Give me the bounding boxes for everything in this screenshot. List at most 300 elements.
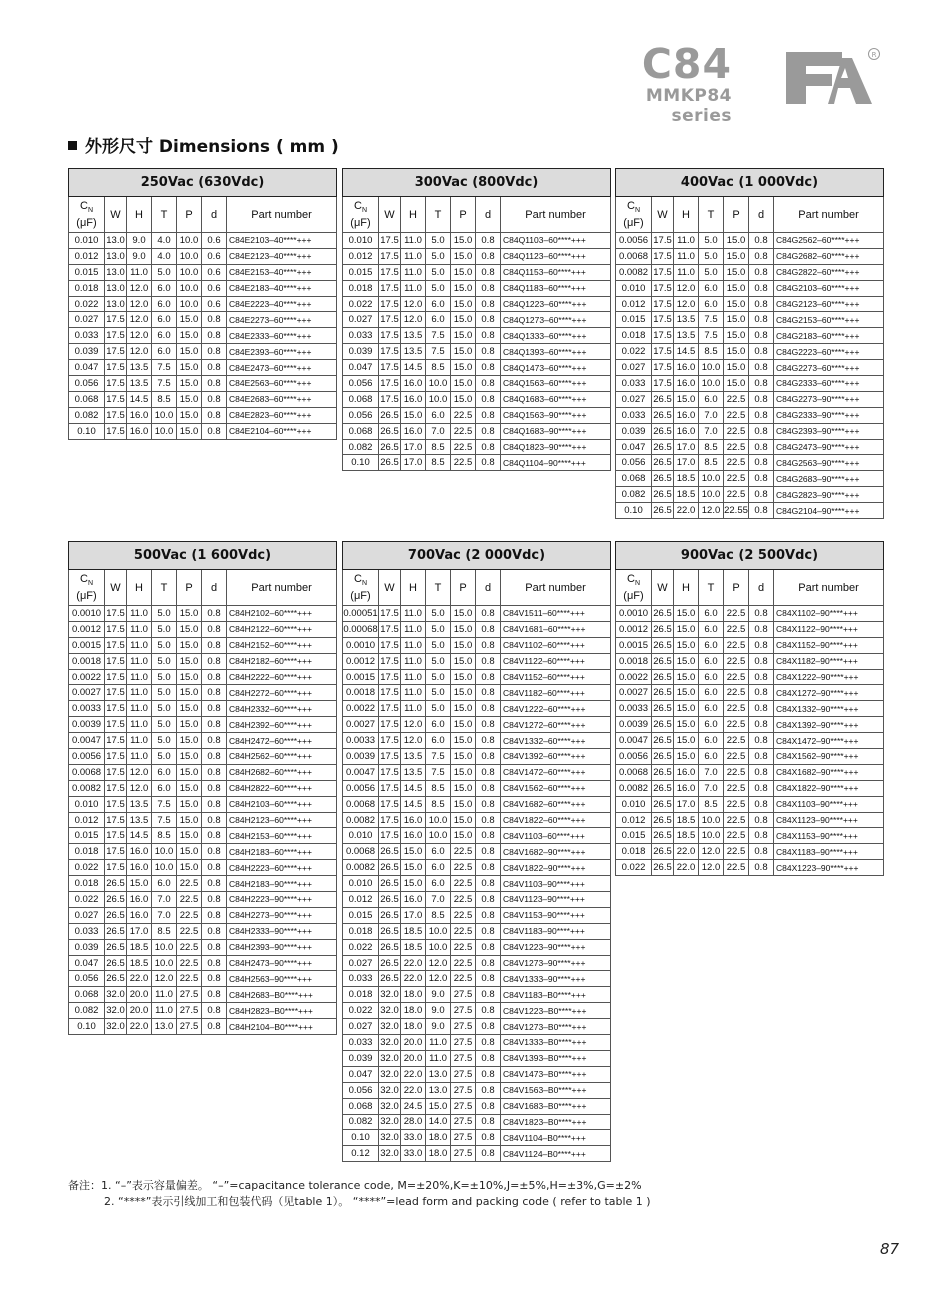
cell-pitch: 22.5 — [177, 892, 202, 908]
cell-height: 24.5 — [401, 1098, 426, 1114]
cell-height: 15.0 — [401, 860, 426, 876]
cell-lead-diameter: 0.8 — [202, 637, 227, 653]
cell-lead-diameter: 0.8 — [476, 1066, 501, 1082]
cell-pitch: 27.5 — [451, 1082, 476, 1098]
table-row — [343, 987, 611, 1003]
cell-height: 14.5 — [401, 780, 426, 796]
cell-lead-diameter: 0.8 — [202, 780, 227, 796]
table-row — [343, 1098, 611, 1114]
cell-part-number: C84Q1183–60****+++ — [501, 280, 611, 296]
cell-width: 17.5 — [652, 376, 674, 392]
cell-part-number: C84Q1683–90****+++ — [501, 423, 611, 439]
cell-lead-diameter: 0.8 — [202, 749, 227, 765]
cell-thickness: 5.0 — [426, 669, 451, 685]
cell-pitch: 22.5 — [177, 939, 202, 955]
cell-thickness: 13.0 — [426, 1082, 451, 1098]
cell-thickness: 9.0 — [426, 1019, 451, 1035]
table-row — [343, 876, 611, 892]
table-row — [616, 376, 884, 392]
cell-height: 18.0 — [401, 1019, 426, 1035]
cell-pitch: 15.0 — [177, 344, 202, 360]
cell-capacitance: 0.022 — [343, 939, 379, 955]
cell-lead-diameter: 0.8 — [202, 391, 227, 407]
table-row — [69, 376, 337, 392]
cell-width: 32.0 — [379, 1082, 401, 1098]
cell-width: 17.5 — [105, 685, 127, 701]
cell-height: 12.0 — [401, 717, 426, 733]
cell-height: 18.5 — [674, 812, 699, 828]
cell-lead-diameter: 0.8 — [749, 376, 774, 392]
cell-pitch: 15.0 — [177, 796, 202, 812]
table-row — [616, 796, 884, 812]
cell-width: 17.5 — [652, 328, 674, 344]
column-header-cn — [616, 197, 652, 233]
table-title: 500Vac (1 600Vdc) — [69, 542, 337, 570]
cell-part-number: C84H2473–90****+++ — [227, 955, 337, 971]
cell-height: 17.0 — [127, 923, 152, 939]
cell-width: 17.5 — [105, 391, 127, 407]
cell-height: 12.0 — [127, 280, 152, 296]
cell-height: 11.0 — [401, 248, 426, 264]
cell-height: 14.5 — [401, 796, 426, 812]
cell-lead-diameter: 0.8 — [476, 1082, 501, 1098]
cell-thickness: 11.0 — [152, 987, 177, 1003]
bullet-square-icon — [68, 141, 77, 150]
cell-thickness: 8.5 — [426, 455, 451, 471]
cell-part-number: C84V1682–60****+++ — [501, 796, 611, 812]
cn-symbol: C — [626, 199, 635, 212]
table-row — [69, 344, 337, 360]
table-row — [616, 653, 884, 669]
cell-capacitance: 0.068 — [343, 391, 379, 407]
cell-part-number: C84E2183–40****+++ — [227, 280, 337, 296]
cell-part-number: C84X1272–90****+++ — [774, 685, 884, 701]
cell-width: 26.5 — [652, 733, 674, 749]
cell-width: 26.5 — [652, 487, 674, 503]
cell-pitch: 22.5 — [724, 471, 749, 487]
cell-pitch: 15.0 — [451, 360, 476, 376]
cell-width: 17.5 — [379, 637, 401, 653]
cell-width: 17.5 — [379, 233, 401, 249]
cell-capacitance: 0.039 — [69, 344, 105, 360]
cell-width: 26.5 — [379, 955, 401, 971]
table-row — [343, 391, 611, 407]
cell-height: 16.0 — [674, 764, 699, 780]
cell-lead-diameter: 0.8 — [476, 376, 501, 392]
cell-width: 32.0 — [379, 1114, 401, 1130]
cell-thickness: 6.0 — [152, 312, 177, 328]
table-row — [69, 939, 337, 955]
cell-thickness: 6.0 — [426, 876, 451, 892]
table-row — [69, 860, 337, 876]
cell-lead-diameter: 0.8 — [202, 987, 227, 1003]
cell-pitch: 22.5 — [177, 971, 202, 987]
cell-part-number: C84Q1333–60****+++ — [501, 328, 611, 344]
cn-subscript: N — [634, 207, 640, 215]
cell-height: 11.0 — [401, 637, 426, 653]
table-row — [343, 780, 611, 796]
cell-capacitance: 0.0022 — [69, 669, 105, 685]
cell-width: 26.5 — [652, 407, 674, 423]
cell-pitch: 15.0 — [724, 344, 749, 360]
cell-pitch: 22.5 — [451, 923, 476, 939]
cell-capacitance: 0.056 — [69, 376, 105, 392]
cell-pitch: 22.5 — [724, 844, 749, 860]
cell-thickness: 5.0 — [699, 248, 724, 264]
cell-height: 11.0 — [674, 248, 699, 264]
cell-capacitance: 0.082 — [616, 487, 652, 503]
cell-width: 26.5 — [379, 455, 401, 471]
cell-part-number: C84X1332–90****+++ — [774, 701, 884, 717]
cell-part-number: C84H2472–60****+++ — [227, 733, 337, 749]
column-header-h: H — [127, 197, 152, 233]
cell-capacitance: 0.018 — [343, 923, 379, 939]
cell-width: 26.5 — [379, 844, 401, 860]
cell-pitch: 27.5 — [451, 1019, 476, 1035]
section-title-text: 外形尺寸 Dimensions ( mm ) — [85, 137, 339, 157]
cell-pitch: 15.0 — [451, 328, 476, 344]
cell-capacitance: 0.056 — [69, 971, 105, 987]
cell-lead-diameter: 0.8 — [202, 701, 227, 717]
cell-thickness: 12.0 — [426, 971, 451, 987]
cell-thickness: 15.0 — [426, 1098, 451, 1114]
cell-height: 9.0 — [127, 248, 152, 264]
cell-width: 17.5 — [105, 606, 127, 622]
cell-lead-diameter: 0.8 — [202, 923, 227, 939]
cell-lead-diameter: 0.8 — [749, 685, 774, 701]
cell-lead-diameter: 0.8 — [476, 264, 501, 280]
cell-part-number: C84X1682–90****+++ — [774, 764, 884, 780]
table-row — [69, 987, 337, 1003]
table-300vac — [342, 168, 610, 471]
cell-width: 26.5 — [652, 685, 674, 701]
cell-height: 12.0 — [674, 280, 699, 296]
table-row — [69, 296, 337, 312]
cell-width: 26.5 — [652, 653, 674, 669]
cell-height: 11.0 — [401, 653, 426, 669]
cell-capacitance: 0.022 — [69, 892, 105, 908]
table-row — [616, 328, 884, 344]
table-row — [343, 360, 611, 376]
cell-pitch: 15.0 — [451, 606, 476, 622]
cell-thickness: 6.0 — [152, 344, 177, 360]
cell-width: 17.5 — [379, 669, 401, 685]
brand-block — [600, 42, 732, 126]
cell-width: 17.5 — [105, 407, 127, 423]
cell-capacitance: 0.047 — [343, 360, 379, 376]
cell-pitch: 15.0 — [451, 796, 476, 812]
cell-thickness: 6.0 — [152, 764, 177, 780]
cn-unit: (μF) — [76, 590, 97, 603]
cn-subscript: N — [87, 580, 93, 588]
cell-part-number: C84H2683–B0****+++ — [227, 987, 337, 1003]
table-row — [343, 1019, 611, 1035]
cell-pitch: 15.0 — [724, 312, 749, 328]
cell-pitch: 15.0 — [177, 717, 202, 733]
cell-lead-diameter: 0.8 — [749, 606, 774, 622]
cell-height: 13.5 — [127, 360, 152, 376]
cell-pitch: 22.5 — [724, 606, 749, 622]
cell-part-number: C84H2122–60****+++ — [227, 621, 337, 637]
table-row — [69, 360, 337, 376]
cn-symbol: C — [353, 199, 362, 212]
cell-capacitance: 0.039 — [69, 939, 105, 955]
cell-lead-diameter: 0.6 — [202, 280, 227, 296]
cell-height: 13.5 — [127, 812, 152, 828]
cell-height: 13.5 — [674, 312, 699, 328]
cell-pitch: 15.0 — [177, 328, 202, 344]
cell-thickness: 7.5 — [426, 764, 451, 780]
cell-capacitance: 0.0082 — [616, 264, 652, 280]
cell-part-number: C84V1152–60****+++ — [501, 669, 611, 685]
cell-part-number: C84H2103–60****+++ — [227, 796, 337, 812]
cell-part-number: C84G2104–90****+++ — [774, 503, 884, 519]
cell-pitch: 22.5 — [451, 892, 476, 908]
cell-pitch: 22.5 — [724, 701, 749, 717]
cell-lead-diameter: 0.8 — [202, 971, 227, 987]
cell-lead-diameter: 0.8 — [202, 907, 227, 923]
cell-part-number: C84V1223–B0****+++ — [501, 1003, 611, 1019]
cell-width: 13.0 — [105, 248, 127, 264]
cell-pitch: 22.5 — [724, 637, 749, 653]
column-header-part-number: Part number — [227, 570, 337, 606]
table-title: 400Vac (1 000Vdc) — [616, 169, 884, 197]
cell-part-number: C84H2104–B0****+++ — [227, 1019, 337, 1035]
table-row — [343, 892, 611, 908]
cell-lead-diameter: 0.8 — [749, 264, 774, 280]
cell-width: 17.5 — [379, 606, 401, 622]
cell-lead-diameter: 0.8 — [476, 1050, 501, 1066]
cell-height: 22.0 — [674, 503, 699, 519]
notes-label: 备注： — [68, 1179, 101, 1192]
cell-lead-diameter: 0.8 — [202, 812, 227, 828]
cell-thickness: 6.0 — [699, 733, 724, 749]
cell-capacitance: 0.047 — [343, 1066, 379, 1082]
cell-capacitance: 0.056 — [343, 1082, 379, 1098]
cell-lead-diameter: 0.8 — [749, 637, 774, 653]
cell-width: 26.5 — [652, 503, 674, 519]
cell-part-number: C84Q1683–60****+++ — [501, 391, 611, 407]
cell-pitch: 15.0 — [451, 733, 476, 749]
note-line-1 — [68, 1178, 651, 1194]
table-row — [69, 233, 337, 249]
cell-capacitance: 0.0015 — [69, 637, 105, 653]
cell-thickness: 6.0 — [699, 391, 724, 407]
cell-part-number: C84V1183–90****+++ — [501, 923, 611, 939]
table-row — [343, 749, 611, 765]
cell-height: 16.0 — [674, 376, 699, 392]
cell-width: 26.5 — [652, 455, 674, 471]
cell-width: 26.5 — [652, 471, 674, 487]
cell-lead-diameter: 0.8 — [749, 296, 774, 312]
cell-thickness: 10.0 — [699, 376, 724, 392]
cell-pitch: 10.0 — [177, 264, 202, 280]
cell-height: 16.0 — [127, 423, 152, 439]
table-row — [343, 796, 611, 812]
cell-capacitance: 0.0033 — [616, 701, 652, 717]
cell-thickness: 10.0 — [152, 423, 177, 439]
table-row — [69, 621, 337, 637]
table-row — [69, 637, 337, 653]
cell-part-number: C84X1182–90****+++ — [774, 653, 884, 669]
cell-width: 17.5 — [105, 312, 127, 328]
cell-capacitance: 0.068 — [69, 987, 105, 1003]
cell-lead-diameter: 0.8 — [476, 892, 501, 908]
cell-capacitance: 0.12 — [343, 1146, 379, 1162]
cell-width: 17.5 — [379, 312, 401, 328]
table-title: 300Vac (800Vdc) — [343, 169, 611, 197]
cell-width: 17.5 — [379, 621, 401, 637]
cell-pitch: 27.5 — [177, 1019, 202, 1035]
cell-pitch: 10.0 — [177, 233, 202, 249]
cell-width: 17.5 — [379, 812, 401, 828]
cell-height: 11.0 — [127, 685, 152, 701]
table-row — [343, 423, 611, 439]
cell-pitch: 15.0 — [451, 701, 476, 717]
cell-lead-diameter: 0.8 — [749, 780, 774, 796]
cell-capacitance: 0.068 — [343, 423, 379, 439]
cell-pitch: 15.0 — [177, 749, 202, 765]
cell-lead-diameter: 0.8 — [476, 621, 501, 637]
cell-part-number: C84E2333–60****+++ — [227, 328, 337, 344]
cell-part-number: C84X1822–90****+++ — [774, 780, 884, 796]
cell-capacitance: 0.10 — [616, 503, 652, 519]
cell-part-number: C84Q1153–60****+++ — [501, 264, 611, 280]
cell-part-number: C84V1223–90****+++ — [501, 939, 611, 955]
cell-lead-diameter: 0.8 — [202, 606, 227, 622]
cn-unit: (μF) — [350, 217, 371, 230]
cell-height: 15.0 — [674, 669, 699, 685]
cell-lead-diameter: 0.8 — [202, 717, 227, 733]
cell-part-number: C84V1273–B0****+++ — [501, 1019, 611, 1035]
cell-lead-diameter: 0.8 — [476, 1130, 501, 1146]
cell-width: 17.5 — [105, 360, 127, 376]
cell-part-number: C84H2222–60****+++ — [227, 669, 337, 685]
cell-width: 32.0 — [105, 1019, 127, 1035]
table-row — [616, 360, 884, 376]
cell-lead-diameter: 0.8 — [749, 248, 774, 264]
cell-width: 32.0 — [379, 1130, 401, 1146]
cell-capacitance: 0.0047 — [616, 733, 652, 749]
cell-pitch: 15.0 — [451, 764, 476, 780]
column-header-d: d — [476, 197, 501, 233]
cell-thickness: 5.0 — [699, 233, 724, 249]
column-header-cn — [616, 570, 652, 606]
table-row — [343, 1114, 611, 1130]
table-row — [616, 503, 884, 519]
notes — [68, 1178, 651, 1210]
cell-capacitance: 0.015 — [69, 828, 105, 844]
cell-thickness: 6.0 — [699, 296, 724, 312]
cell-width: 17.5 — [379, 360, 401, 376]
cell-pitch: 15.0 — [724, 328, 749, 344]
cell-pitch: 15.0 — [451, 828, 476, 844]
cell-capacitance: 0.0082 — [343, 812, 379, 828]
table-row — [616, 812, 884, 828]
cell-capacitance: 0.012 — [343, 248, 379, 264]
cell-width: 32.0 — [379, 1019, 401, 1035]
table-900vac — [615, 541, 883, 876]
cell-part-number: C84G2333–90****+++ — [774, 407, 884, 423]
cell-lead-diameter: 0.8 — [749, 503, 774, 519]
cell-pitch: 22.55 — [724, 503, 749, 519]
cell-thickness: 7.0 — [152, 907, 177, 923]
cell-thickness: 5.0 — [426, 248, 451, 264]
cell-thickness: 6.0 — [699, 280, 724, 296]
cell-height: 16.0 — [674, 423, 699, 439]
cell-width: 26.5 — [379, 423, 401, 439]
cell-lead-diameter: 0.8 — [476, 280, 501, 296]
cell-lead-diameter: 0.8 — [476, 764, 501, 780]
cell-thickness: 12.0 — [699, 860, 724, 876]
cell-part-number: C84E2123–40****+++ — [227, 248, 337, 264]
cell-pitch: 22.5 — [724, 653, 749, 669]
table-row — [343, 1082, 611, 1098]
cell-lead-diameter: 0.6 — [202, 248, 227, 264]
cell-pitch: 22.5 — [451, 971, 476, 987]
cell-lead-diameter: 0.8 — [476, 717, 501, 733]
table-row — [343, 828, 611, 844]
cell-lead-diameter: 0.8 — [476, 701, 501, 717]
cell-part-number: C84V1272–60****+++ — [501, 717, 611, 733]
cell-lead-diameter: 0.8 — [749, 344, 774, 360]
cell-capacitance: 0.027 — [616, 360, 652, 376]
cell-thickness: 8.5 — [699, 455, 724, 471]
cell-height: 14.5 — [401, 360, 426, 376]
cell-pitch: 27.5 — [451, 1114, 476, 1130]
cell-lead-diameter: 0.8 — [476, 391, 501, 407]
table-row — [343, 653, 611, 669]
table-row — [343, 376, 611, 392]
cell-capacitance: 0.0012 — [616, 621, 652, 637]
cell-capacitance: 0.022 — [616, 860, 652, 876]
cell-height: 11.0 — [401, 264, 426, 280]
cell-width: 17.5 — [105, 669, 127, 685]
cell-capacitance: 0.018 — [69, 876, 105, 892]
cell-part-number: C84G2823–90****+++ — [774, 487, 884, 503]
cell-capacitance: 0.00068 — [343, 621, 379, 637]
cell-thickness: 7.0 — [426, 892, 451, 908]
cell-thickness: 8.5 — [152, 828, 177, 844]
cell-width: 32.0 — [379, 1146, 401, 1162]
table-row — [616, 764, 884, 780]
cell-height: 13.5 — [401, 764, 426, 780]
cell-capacitance: 0.047 — [69, 360, 105, 376]
cell-width: 17.5 — [105, 749, 127, 765]
cell-width: 32.0 — [379, 987, 401, 1003]
table-row — [616, 844, 884, 860]
cell-height: 15.0 — [674, 653, 699, 669]
note-2-text: 2. “****”表示引线加工和包装代码（见table 1）。 “****”=lead form and packing code ( refer to table 1 ) — [104, 1195, 651, 1208]
cell-part-number: C84E2823–60****+++ — [227, 407, 337, 423]
column-header-part-number: Part number — [774, 197, 884, 233]
column-header-w: W — [379, 570, 401, 606]
cell-height: 12.0 — [401, 312, 426, 328]
cell-lead-diameter: 0.8 — [476, 749, 501, 765]
cell-lead-diameter: 0.8 — [202, 828, 227, 844]
cell-thickness: 6.0 — [426, 296, 451, 312]
cell-height: 14.5 — [127, 828, 152, 844]
cell-height: 22.0 — [401, 971, 426, 987]
cell-lead-diameter: 0.8 — [749, 653, 774, 669]
table-row — [69, 907, 337, 923]
cell-thickness: 5.0 — [426, 685, 451, 701]
cell-width: 26.5 — [652, 717, 674, 733]
cell-width: 17.5 — [379, 764, 401, 780]
cell-height: 17.0 — [401, 455, 426, 471]
cell-part-number: C84V1511–60****+++ — [501, 606, 611, 622]
cell-width: 26.5 — [379, 971, 401, 987]
